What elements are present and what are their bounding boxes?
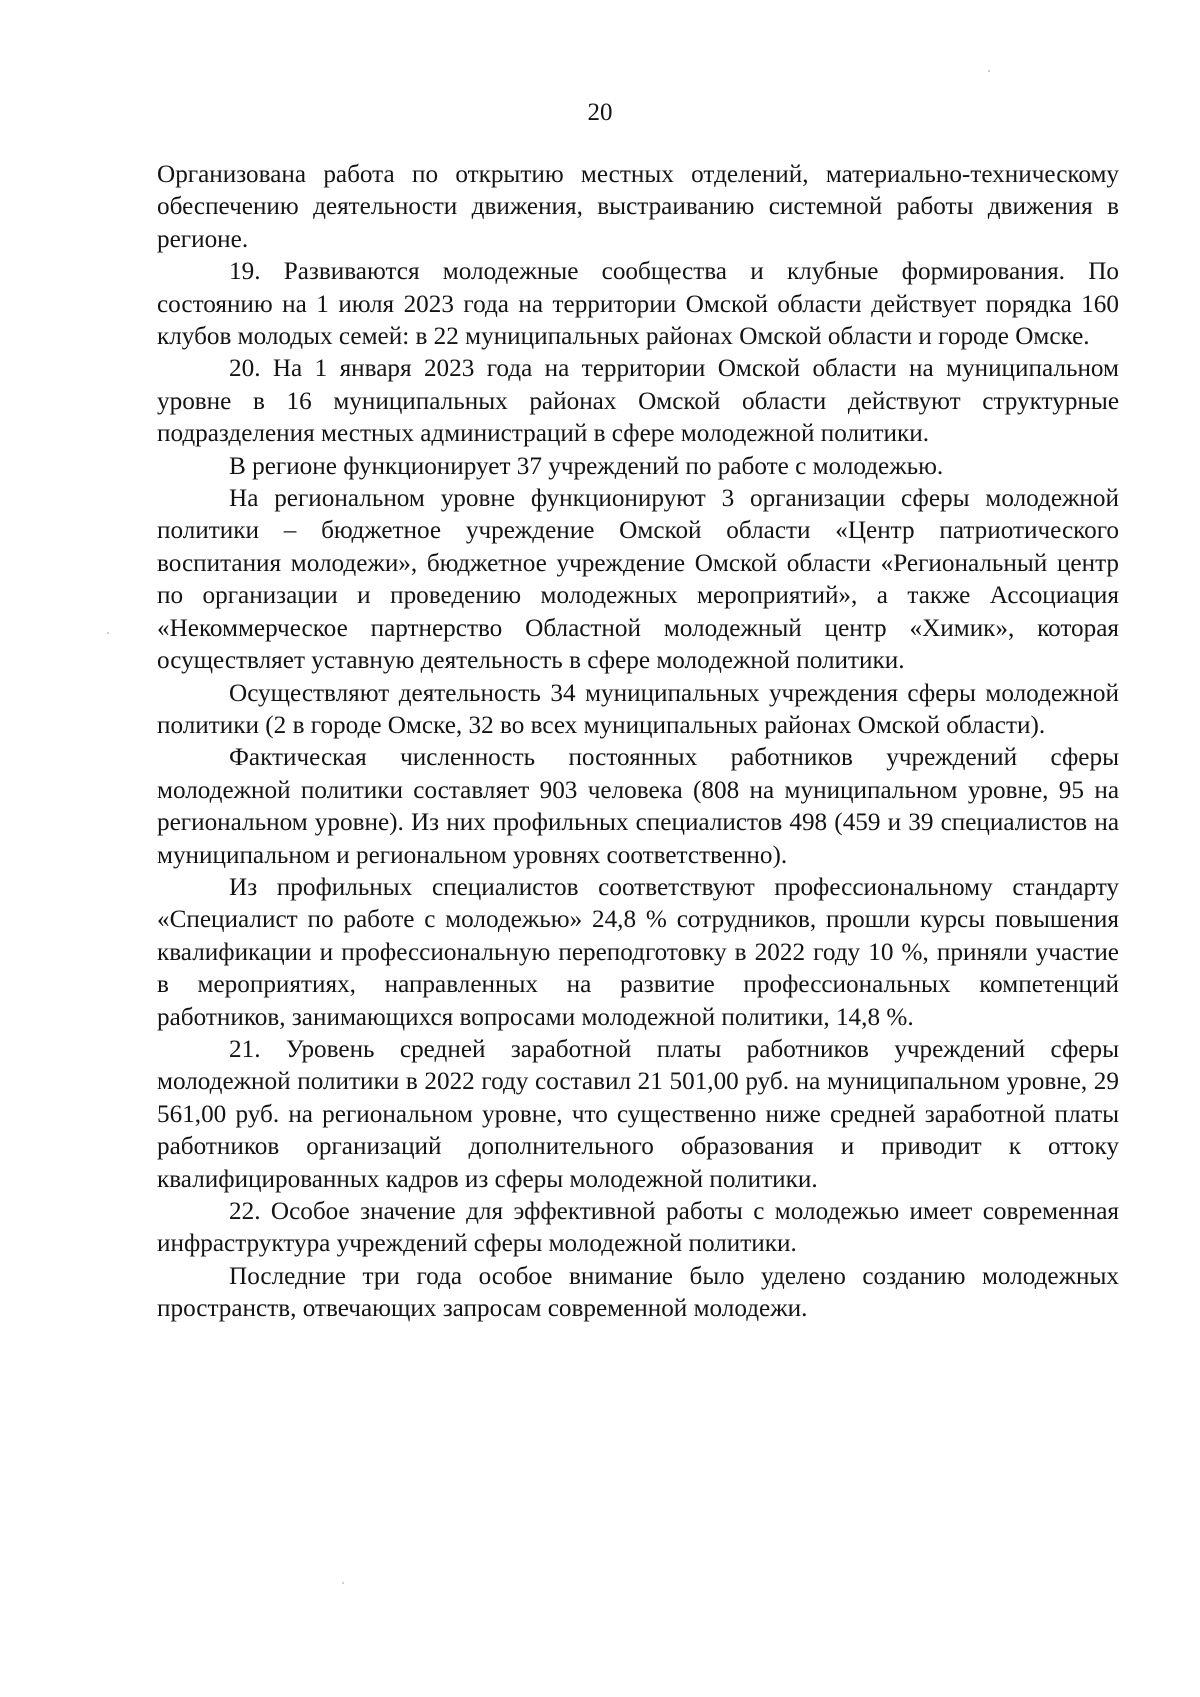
- paragraph: 21. Уровень средней заработной платы работников учреждений сферы молодежной политики в 2022 году составил 21 501,00 руб. на муниципальном уровне, 29 561,00 руб. на региональном уровне, что существенно ниже средней заработной платы работников организаций дополнительного образования и приводит к оттоку квалифицированных кадров из сферы молодежной политики.: [157, 1035, 1119, 1193]
- paragraph: Организована работа по открытию местных отделений, материально-техническому обеспечению деятельности движения, выстраиванию системной работы движения в регионе.: [157, 161, 1119, 253]
- paragraph: 22. Особое значение для эффективной работы с молодежью имеет современная инфраструктура учреждений сферы молодежной политики.: [157, 1198, 1119, 1258]
- scan-speck: [107, 632, 109, 634]
- paragraph: Из профильных специалистов соответствуют профессиональному стандарту «Специалист по работе с молодежью» 24,8 % сотрудников, прошли курсы повышения квалификации и профессиональную переподготовку в 2022 году 10 %, приняли участие в мероприятиях, направленных на развитие профессиональных компетенций работников, занимающихся вопросами молодежной политики, 14,8 %.: [157, 873, 1119, 1031]
- scan-speck: [342, 1582, 344, 1584]
- paragraph: Фактическая численность постоянных работников учреждений сферы молодежной политики составляет 903 человека (808 на муниципальном уровне, 95 на региональном уровне). Из них профильных специалистов 498 (459 и 39 специалистов на муниципальном и региональном уровнях соответственно).: [157, 744, 1119, 869]
- paragraph: В регионе функционирует 37 учреждений по работе с молодежью.: [229, 452, 944, 480]
- paragraph: Последние три года особое внимание было уделено созданию молодежных пространств, отвечающих запросам современной молодежи.: [157, 1262, 1119, 1323]
- paragraph: 20. На 1 января 2023 года на территории Омской области на муниципальном уровне в 16 муниципальных районах Омской области действуют структурные подразделения местных администраций в сфере молодежной политики.: [157, 355, 1119, 448]
- page-number: 20: [587, 99, 613, 126]
- paragraph: На региональном уровне функционируют 3 организации сферы молодежной политики – бюджетное учреждение Омской области «Центр патриотического воспитания молодежи», бюджетное учреждение Омской области «Региональный центр по организации и проведению молодежных мероприятий», а также Ассоциация «Некоммерческое партнерство Областной молодежный центр «Химик», которая осуществляет уставную деятельность в сфере молодежной политики.: [157, 485, 1119, 675]
- document-body: [157, 159, 1119, 1326]
- paragraph: Осуществляют деятельность 34 муниципальных учреждения сферы молодежной политики (2 в городе Омске, 32 во всех муниципальных районах Омской области).: [157, 679, 1119, 739]
- paragraph: 19. Развиваются молодежные сообщества и клубные формирования. По состоянию на 1 июля 2023 года на территории Омской области действует порядка 160 клубов молодых семей: в 22 муниципальных районах Омской области и городе Омске.: [157, 258, 1119, 351]
- scan-speck: [988, 70, 990, 72]
